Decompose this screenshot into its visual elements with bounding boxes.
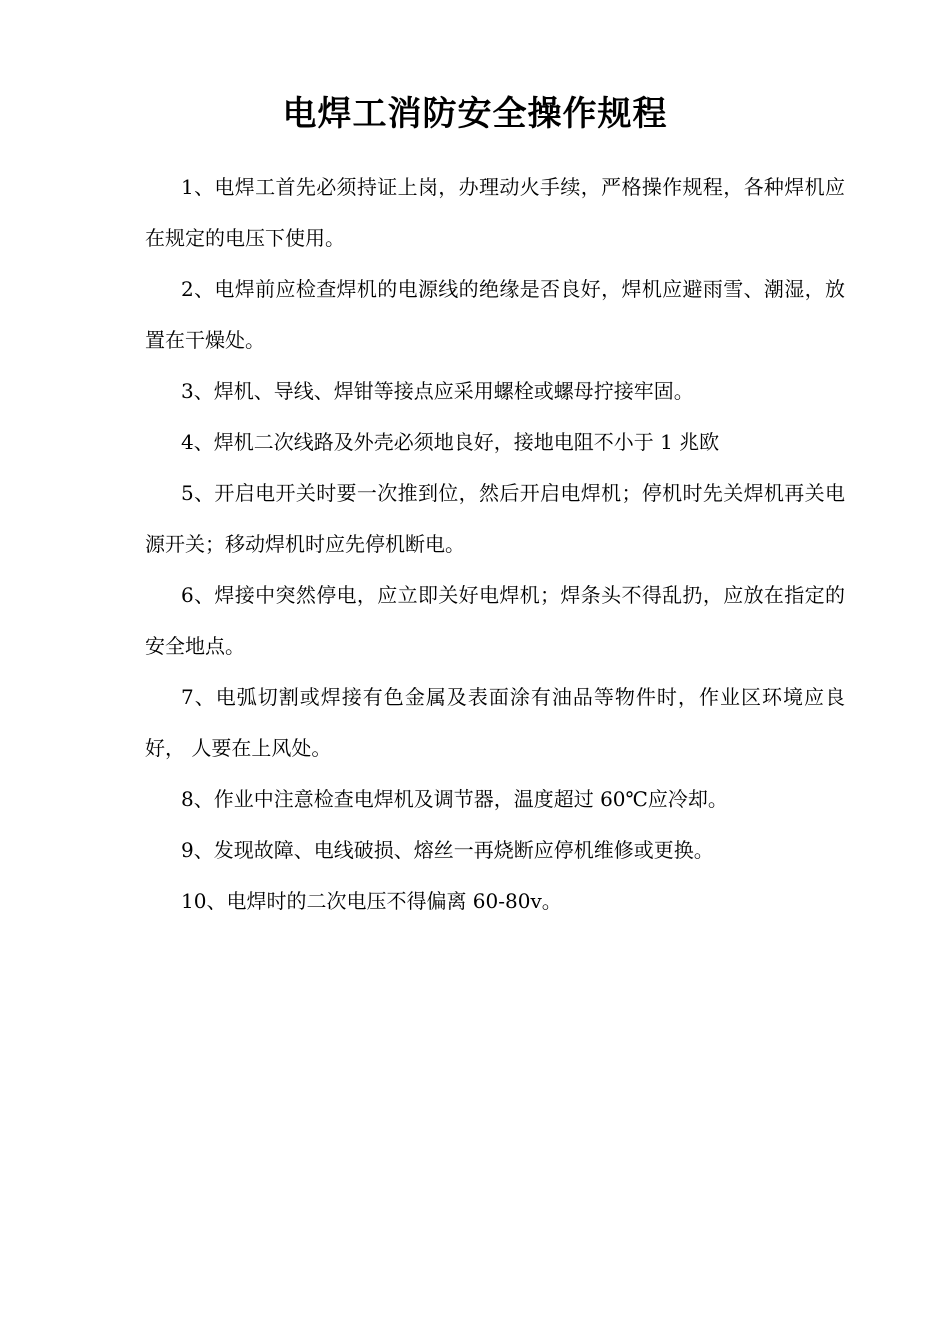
rule-item-9: 9、发现故障、电线破损、熔丝一再烧断应停机维修或更换。 bbox=[181, 838, 714, 862]
rule-item-4: 4、焊机二次线路及外壳必须地良好，接地电阻不小于 1 兆欧 bbox=[181, 430, 720, 454]
rule-item-7: 7、电弧切割或焊接有色金属及表面涂有油品等物件时，作业区环境应良好， 人要在上风处。 bbox=[145, 685, 845, 760]
rule-item-1: 1、电焊工首先必须持证上岗，办理动火手续，严格操作规程，各种焊机应 在规定的电压下使用。 bbox=[145, 175, 852, 250]
rule-item-8: 8、作业中注意检查电焊机及调节器，温度超过 60℃应冷却。 bbox=[181, 787, 728, 811]
rules-list bbox=[145, 162, 852, 927]
rule-item-10: 10、电焊时的二次电压不得偏离 60-80v。 bbox=[181, 889, 562, 913]
rule-item-3: 3、焊机、导线、焊钳等接点应采用螺栓或螺母拧接牢固。 bbox=[181, 379, 694, 403]
document-title: 电焊工消防安全操作规程 bbox=[282, 94, 668, 134]
rule-item-6: 6、焊接中突然停电，应立即关好电焊机；焊条头不得乱扔，应放在指定的 安全地点。 bbox=[145, 583, 852, 658]
rule-item-5: 5、开启电开关时要一次推到位，然后开启电焊机；停机时先关焊机再关电 源开关；移动焊机时应先停机断电。 bbox=[145, 481, 852, 556]
rule-item-2: 2、电焊前应检查焊机的电源线的绝缘是否良好，焊机应避雨雪、潮湿，放 置在干燥处。 bbox=[145, 277, 852, 352]
